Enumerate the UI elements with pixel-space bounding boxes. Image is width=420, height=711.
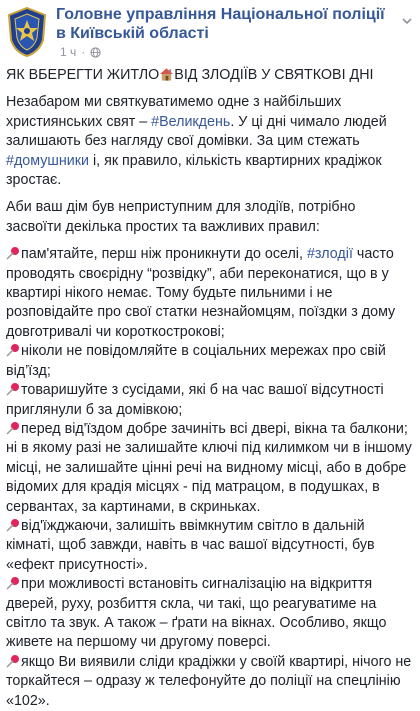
pushpin-icon: [6, 654, 20, 668]
rule-item: якщо Ви виявили сліди крадіжки у своїй квартирі, нічого не торкайтеся – одразу ж телефонуйте до поліції на спецлінію «102».: [6, 653, 412, 709]
hashtag-link[interactable]: #Великдень: [151, 113, 231, 130]
paragraph-rules-intro: Аби ваш дім був неприступним для злодіїв, потрібно засвоїти декілька простих та важливих правил:: [6, 199, 356, 235]
globe-icon: [90, 47, 101, 58]
page-name-link[interactable]: Головне управління Національної поліції в Київській області: [56, 6, 385, 42]
rule-item: ніколи не повідомляйте в соціальних мережах про свій від’їзд;: [6, 343, 386, 379]
hashtag-link[interactable]: #злодії: [306, 246, 353, 263]
timestamp[interactable]: 1 ч: [60, 45, 77, 59]
post-title: ЯК ВБЕРЕГТИ ЖИТЛО ВІД ЗЛОДІЇВ У СВЯТКОВІ ДНІ: [6, 67, 374, 83]
chevron-down-icon[interactable]: [402, 16, 412, 26]
pushpin-icon: [6, 343, 20, 357]
pushpin-icon: [6, 382, 20, 396]
rule-item: пам'ятайте, перш ніж проникнути до оселі, #злодії часто проводять своєрідну “розвідку”, аби переконатися, що в у квартирі нікого немає. Тому будьте пильними і не розповідайте про свої статки незнайомцям, поїздки з дому довготривалі чи короткострокові;: [6, 246, 396, 340]
meta-separator: ·: [81, 45, 86, 59]
rule-item: при можливості встановіть сигналізацію на відкриття дверей, руху, розбиття скла, чи такі, що реагуватиме на світло та звук. А також – ґрати на вікнах. Особливо, якщо живете на першому чи другому поверсі.: [6, 576, 387, 651]
pushpin-icon: [6, 576, 20, 590]
police-emblem-avatar[interactable]: [6, 6, 48, 58]
pushpin-icon: [6, 518, 20, 532]
post-header: [0, 0, 420, 66]
paragraph-intro: Незабаром ми святкуватимемо одне з найбільших християнських свят – #Великдень. У ці дні чимало людей залишають без нагляду свої домівки. За цим стежать #домушники і, як правило, кількість квартирних крадіжок зростає.: [6, 94, 387, 189]
rule-item: перед від'їздом добре зачиніть всі двері, вікна та балкони; ні в якому разі не залишайте ключі під килимком чи в іншому місці, не залишайте цінні речі на видному місці, або в добре відомих для крадія місцях - під матрацом, в подушках, в сервантах, за картинами, в скриньках.: [6, 420, 412, 515]
rule-item: товаришуйте з сусідами, які б на час вашої відсутності приглянули б за домівкою;: [6, 382, 384, 418]
rule-item: від'їжджаючи, залишіть ввімкнутим світло в дальній кімнаті, щоб завжди, навіть в час вашої відсутності, був «ефект присутності».: [6, 517, 375, 573]
post-meta: [60, 45, 101, 59]
pushpin-icon: [6, 246, 20, 260]
pushpin-icon: [6, 421, 20, 435]
house-icon: [159, 67, 174, 81]
post-text: [6, 66, 414, 711]
hashtag-link[interactable]: #домушники: [6, 152, 89, 169]
